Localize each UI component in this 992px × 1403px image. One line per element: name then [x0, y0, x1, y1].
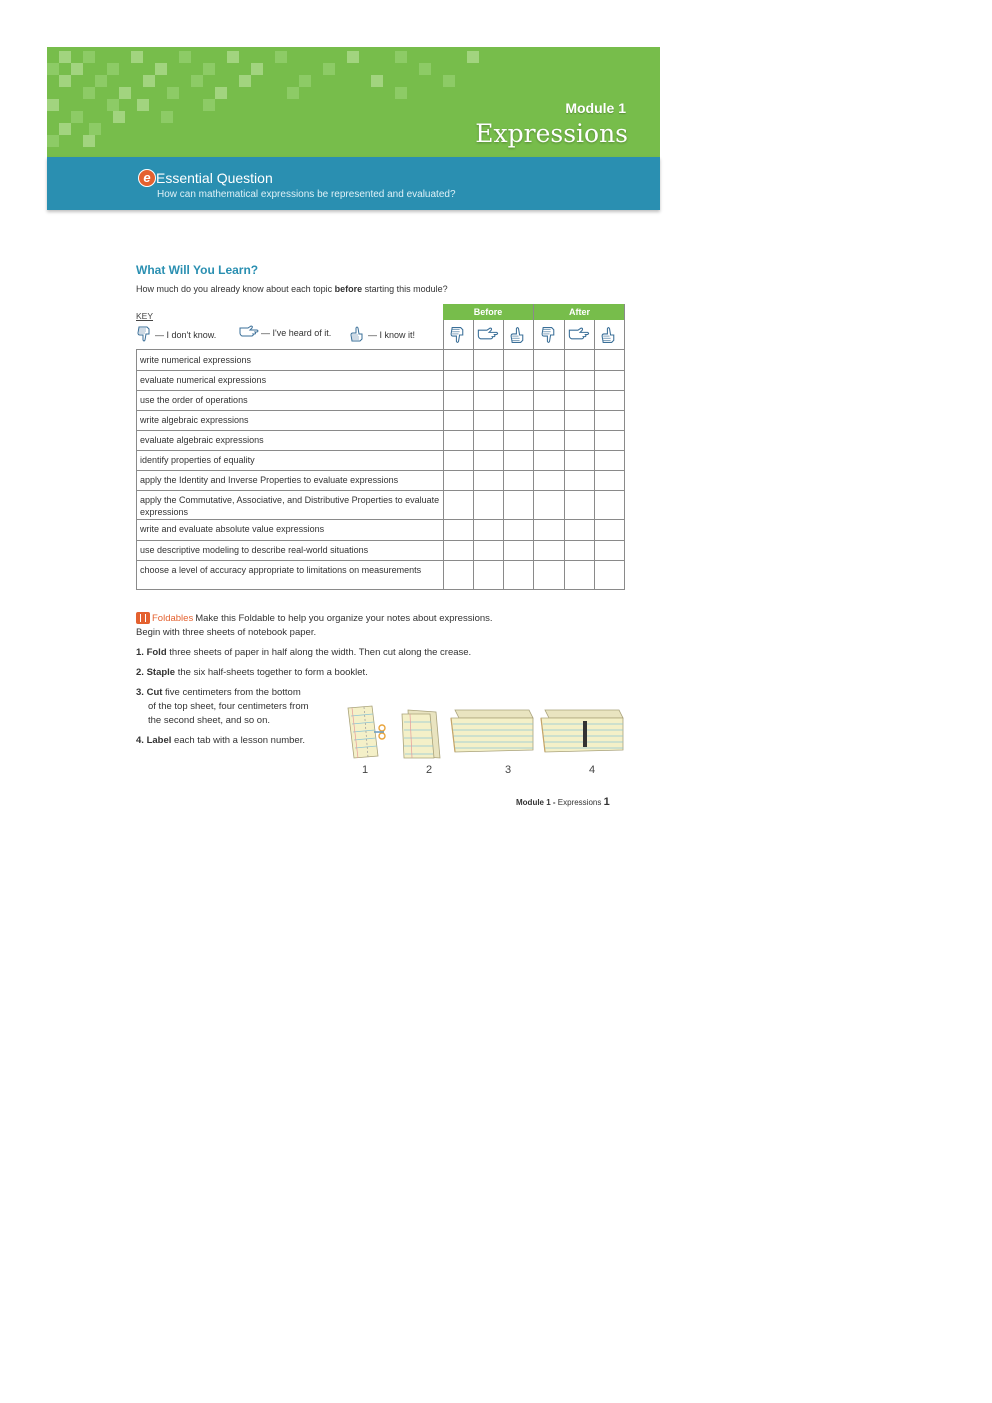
topic-row: use the order of operations: [140, 395, 248, 405]
key-item-dont-know: — I don't know.: [136, 325, 216, 345]
topic-row: apply the Identity and Inverse Properties to evaluate expressions: [140, 475, 399, 485]
key-item-heard-of-it: — I've heard of it.: [239, 325, 331, 341]
learn-intro: How much do you already know about each topic before starting this module?: [136, 284, 448, 294]
figure-number: 1: [362, 764, 369, 776]
before-thumbs-sideways-icon: [473, 320, 503, 349]
module-banner: [47, 47, 660, 157]
topic-row: write numerical expressions: [140, 355, 252, 365]
fold-illustration-2: [396, 708, 442, 765]
fold-illustration-1: [344, 704, 392, 765]
topic-row: write and evaluate absolute value expressions: [140, 524, 325, 534]
essential-question-text: How can mathematical expressions be represented and evaluated?: [157, 189, 456, 200]
topic-row: choose a level of accuracy appropriate to limitations on measurements: [140, 565, 422, 575]
foldable-step: 3. Cut five centimeters from the bottom of the top sheet, four centimeters from the second sheet, and so on.: [136, 687, 309, 726]
topic-row: use descriptive modeling to describe real-world situations: [140, 545, 369, 555]
foldable-step: 1. Fold three sheets of paper in half along the width. Then cut along the crease.: [136, 647, 472, 658]
essential-question-title: Essential Question: [156, 170, 273, 186]
page-footer: Module 1 - Expressions 1: [516, 796, 610, 808]
essential-question-icon: e: [138, 169, 156, 187]
topic-row: identify properties of equality: [140, 455, 255, 465]
key-label: KEY: [136, 311, 154, 321]
module-title: Expressions: [475, 119, 628, 148]
before-header: Before: [443, 304, 533, 320]
foldable-step: 4. Label each tab with a lesson number.: [136, 735, 305, 746]
topic-row: evaluate algebraic expressions: [140, 435, 264, 445]
fold-illustration-4: [539, 708, 625, 761]
after-thumbs-down-icon: [534, 320, 564, 349]
foldables-icon: [136, 612, 150, 624]
learn-heading: What Will You Learn?: [136, 263, 259, 277]
topic-row: evaluate numerical expressions: [140, 375, 267, 385]
figure-number: 4: [589, 764, 596, 776]
figure-number: 2: [426, 764, 433, 776]
after-header: After: [534, 304, 625, 320]
after-thumbs-up-icon: [594, 320, 624, 349]
figure-number: 3: [505, 764, 512, 776]
fold-illustration-3: [447, 708, 535, 761]
before-thumbs-down-icon: [443, 320, 473, 349]
essential-question-band: [47, 157, 660, 210]
topic-row: write algebraic expressions: [140, 415, 249, 425]
key-item-know-it: — I know it!: [349, 325, 415, 345]
foldable-step: 2. Staple the six half-sheets together to form a booklet.: [136, 667, 368, 678]
foldables-begin: Begin with three sheets of notebook paper.: [136, 627, 317, 638]
module-label: Module 1: [565, 100, 626, 116]
foldables-word: Foldables: [152, 612, 194, 624]
foldables-heading: [136, 612, 493, 624]
foldables-intro: Make this Foldable to help you organize your notes about expressions.: [195, 612, 493, 624]
thumbs-down-icon: [136, 325, 153, 345]
thumbs-up-icon: [349, 325, 366, 345]
key-legend: [136, 325, 436, 347]
page-number: 1: [603, 796, 610, 808]
topic-row: apply the Commutative, Associative, and Distributive Properties to evaluate expressions: [140, 495, 440, 517]
thumbs-sideways-icon: [239, 325, 259, 341]
before-thumbs-up-icon: [503, 320, 533, 349]
after-thumbs-sideways-icon: [564, 320, 594, 349]
